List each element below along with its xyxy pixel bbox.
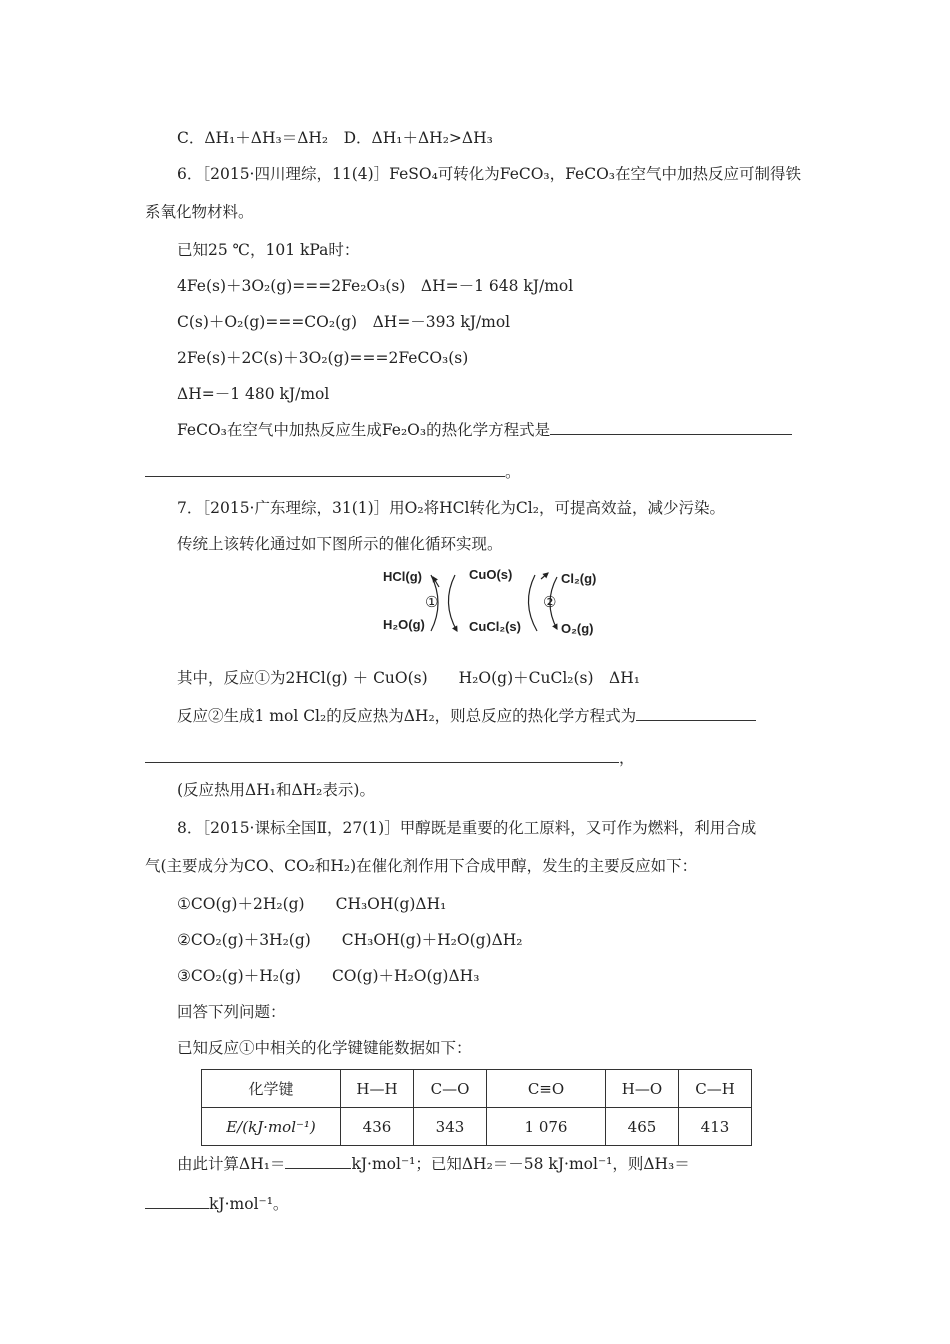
label-h2o: H₂O(g)	[383, 617, 425, 632]
label-cl2: Cl₂(g)	[561, 571, 597, 586]
step-2-marker: ②	[543, 594, 557, 611]
q8-calc-text-c: kJ·mol⁻¹。	[209, 1195, 289, 1213]
q8-reaction-3: ③CO₂(g)＋H₂(g) CO(g)＋H₂O(g)ΔH₃	[177, 967, 480, 985]
table-header-cell: H—O	[606, 1070, 679, 1108]
q7-stem-line1: 7．［2015·广东理综，31(1)］用O₂将HCl转化为Cl₂，可提高效益，减少污染。	[177, 499, 725, 517]
q8-reaction-1: ①CO(g)＋2H₂(g) CH₃OH(g)ΔH₁	[177, 895, 447, 913]
q8-reaction-2: ②CO₂(g)＋3H₂(g) CH₃OH(g)＋H₂O(g)ΔH₂	[177, 931, 523, 949]
table-row	[202, 1108, 752, 1146]
table-cell: 465	[606, 1108, 679, 1146]
q8-answer-prompt: 回答下列问题：	[177, 1003, 286, 1021]
q6-answer-blank-1[interactable]	[550, 420, 792, 435]
q8-calc-line2	[145, 1194, 288, 1214]
q6-answer-line2	[145, 462, 521, 482]
q8-calc-text-b: kJ·mol⁻¹；已知ΔH₂＝－58 kJ·mol⁻¹，则ΔH₃＝	[351, 1155, 690, 1173]
q8-stem-line1: 8．［2015·课标全国Ⅱ，27(1)］甲醇既是重要的化工原料，又可作为燃料，利用合成	[177, 819, 757, 837]
table-header-cell: H—H	[341, 1070, 414, 1108]
q6-stem-line1: 6．［2015·四川理综，11(4)］FeSO₄可转化为FeCO₃，FeCO₃在空气中加热反应可制得铁	[177, 165, 802, 183]
q8-table-intro: 已知反应①中相关的化学键键能数据如下：	[177, 1039, 472, 1057]
table-cell: 343	[414, 1108, 487, 1146]
q6-equation-3: 2Fe(s)＋2C(s)＋3O₂(g)===2FeCO₃(s)	[177, 349, 469, 367]
q6-period: 。	[505, 463, 521, 481]
arrow-right-1	[528, 575, 537, 631]
catalytic-cycle-diagram	[383, 565, 603, 643]
arrow-right-head	[541, 573, 548, 579]
q7-answer-blank-1[interactable]	[636, 706, 756, 721]
q6-equation-1: 4Fe(s)＋3O₂(g)===2Fe₂O₃(s) ΔH=－1 648 kJ/mol	[177, 277, 574, 295]
table-cell: 1 076	[487, 1108, 606, 1146]
label-cucl2: CuCl₂(s)	[469, 619, 521, 634]
q7-question-text: 反应②生成1 mol Cl₂的反应热为ΔH₂，则总反应的热化学方程式为	[177, 707, 637, 725]
q6-equation-2: C(s)＋O₂(g)===CO₂(g) ΔH=－393 kJ/mol	[177, 313, 511, 331]
q8-stem-line2: 气(主要成分为CO、CO₂和H₂)在催化剂作用下合成甲醇，发生的主要反应如下：	[145, 857, 698, 875]
table-header-cell: C—H	[679, 1070, 752, 1108]
table-cell: 413	[679, 1108, 752, 1146]
label-hcl: HCl(g)	[383, 569, 422, 584]
q7-comma: ，	[619, 749, 635, 767]
table-header-cell: 化学键	[202, 1070, 341, 1108]
table-header-cell: C—O	[414, 1070, 487, 1108]
table-cell: 436	[341, 1108, 414, 1146]
q7-reaction-1: 其中，反应①为2HCl(g) ＋ CuO(s) H₂O(g)＋CuCl₂(s) ΔH₁	[177, 669, 640, 687]
q6-stem-line2: 系氧化物材料。	[145, 203, 254, 221]
q7-answer-blank-2[interactable]	[145, 748, 619, 763]
table-row-label: E/(kJ·mol⁻¹)	[202, 1108, 341, 1146]
step-1-marker: ①	[425, 594, 439, 611]
q6-question	[177, 420, 792, 440]
q6-equation-3-enthalpy: ΔH=－1 480 kJ/mol	[177, 385, 330, 403]
table-header-row	[202, 1070, 752, 1108]
option-c-d-line: C．ΔH₁＋ΔH₃＝ΔH₂ D．ΔH₁＋ΔH₂>ΔH₃	[177, 129, 493, 147]
bond-energy-table	[201, 1069, 752, 1146]
q7-stem-line2: 传统上该转化通过如下图所示的催化循环实现。	[177, 535, 503, 553]
label-o2: O₂(g)	[561, 621, 594, 636]
q6-condition: 已知25 ℃，101 kPa时：	[177, 241, 360, 259]
q8-answer-blank-dh1[interactable]	[285, 1154, 351, 1169]
table-header-cell: C≡O	[487, 1070, 606, 1108]
arrow-left-2	[448, 575, 457, 631]
q7-question	[177, 706, 756, 726]
q7-answer-line2	[145, 748, 635, 768]
q6-question-text: FeCO₃在空气中加热反应生成Fe₂O₃的热化学方程式是	[177, 421, 551, 439]
q8-calc-text-a: 由此计算ΔH₁＝	[177, 1155, 286, 1173]
q6-answer-blank-2[interactable]	[145, 462, 505, 477]
q8-calc-line1	[177, 1154, 690, 1174]
label-cuo: CuO(s)	[469, 567, 513, 582]
q7-note: (反应热用ΔH₁和ΔH₂表示)。	[177, 781, 375, 799]
q8-answer-blank-dh3[interactable]	[145, 1194, 209, 1209]
